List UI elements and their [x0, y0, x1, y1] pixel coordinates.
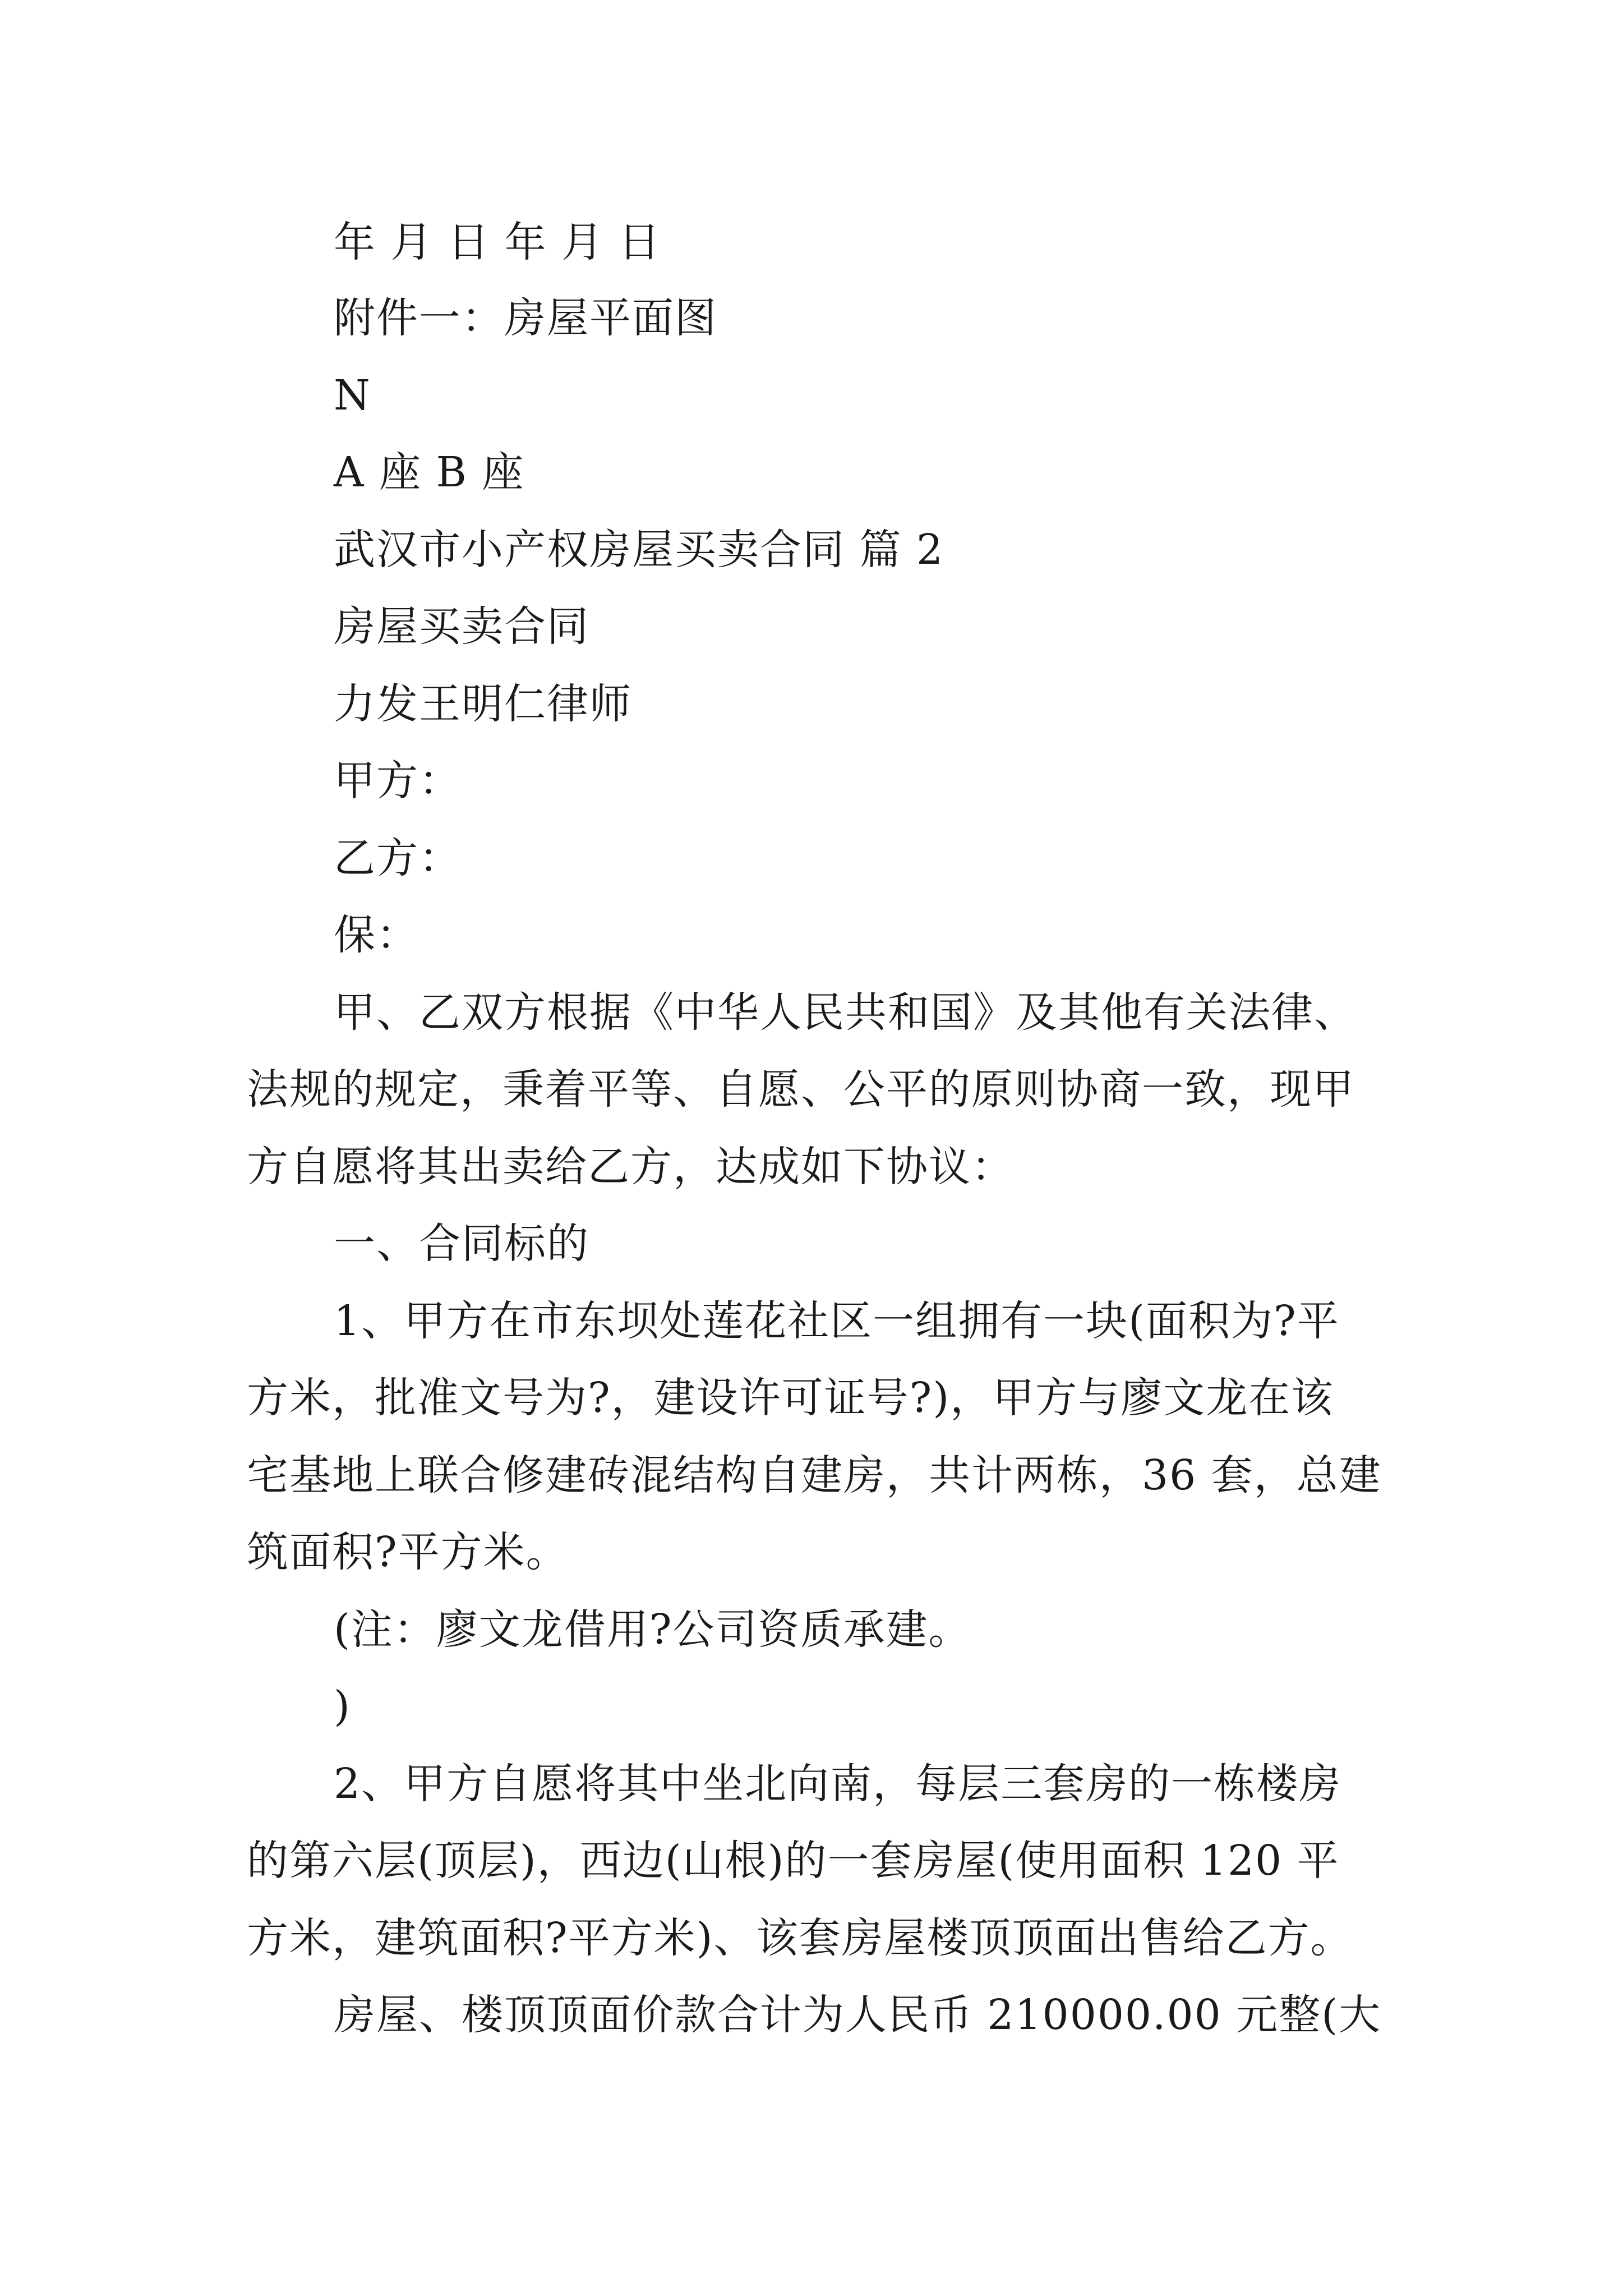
party-a-label: 甲方： — [334, 757, 462, 805]
building-labels: A 座 B 座 — [334, 448, 525, 496]
guarantor-label: 保： — [334, 911, 419, 959]
paragraph-line: 法规的规定，秉着平等、自愿、公平的原则协商一致，现甲 — [247, 1065, 1355, 1114]
party-b-label: 乙方： — [334, 834, 462, 882]
paragraph-line: 2、甲方自愿将其中坐北向南，每层三套房的一栋楼房 — [334, 1760, 1342, 1808]
paragraph-line: 方米，建筑面积?平方米)、该套房屋楼顶顶面出售给乙方。 — [247, 1914, 1353, 1962]
paragraph-line: 方自愿将其出卖给乙方，达成如下协议： — [247, 1143, 1014, 1191]
paragraph-line: 筑面积?平方米。 — [247, 1528, 569, 1576]
paragraph-line: 方米，批准文号为?，建设许可证号?)，甲方与廖文龙在该 — [247, 1374, 1334, 1422]
signature-date-line: 年 月 日 年 月 日 — [334, 218, 661, 266]
north-label: N — [334, 371, 371, 420]
contract-title: 房屋买卖合同 — [334, 602, 589, 651]
paragraph-line: 甲、乙双方根据《中华人民共和国》及其他有关法律、 — [334, 988, 1357, 1037]
note-line: (注：廖文龙借用?公司资质承建。 — [334, 1605, 971, 1654]
attachment-title: 附件一：房屋平面图 — [334, 294, 717, 342]
paragraph-line: 1、甲方在市东坝处莲花社区一组拥有一块(面积为?平 — [334, 1297, 1340, 1345]
note-close: ) — [334, 1682, 351, 1731]
paragraph-line: 的第六层(顶层)，西边(山根)的一套房屋(使用面积 120 平 — [247, 1837, 1340, 1885]
paragraph-line: 房屋、楼顶顶面价款合计为人民币 210000.00 元整(大 — [334, 1991, 1382, 2039]
section-heading: 武汉市小产权房屋买卖合同 篇 2 — [334, 526, 944, 574]
author-line: 力发王明仁律师 — [334, 680, 632, 728]
paragraph-line: 宅基地上联合修建砖混结构自建房，共计两栋，36 套，总建 — [247, 1451, 1382, 1499]
clause-heading: 一、合同标的 — [334, 1220, 589, 1268]
